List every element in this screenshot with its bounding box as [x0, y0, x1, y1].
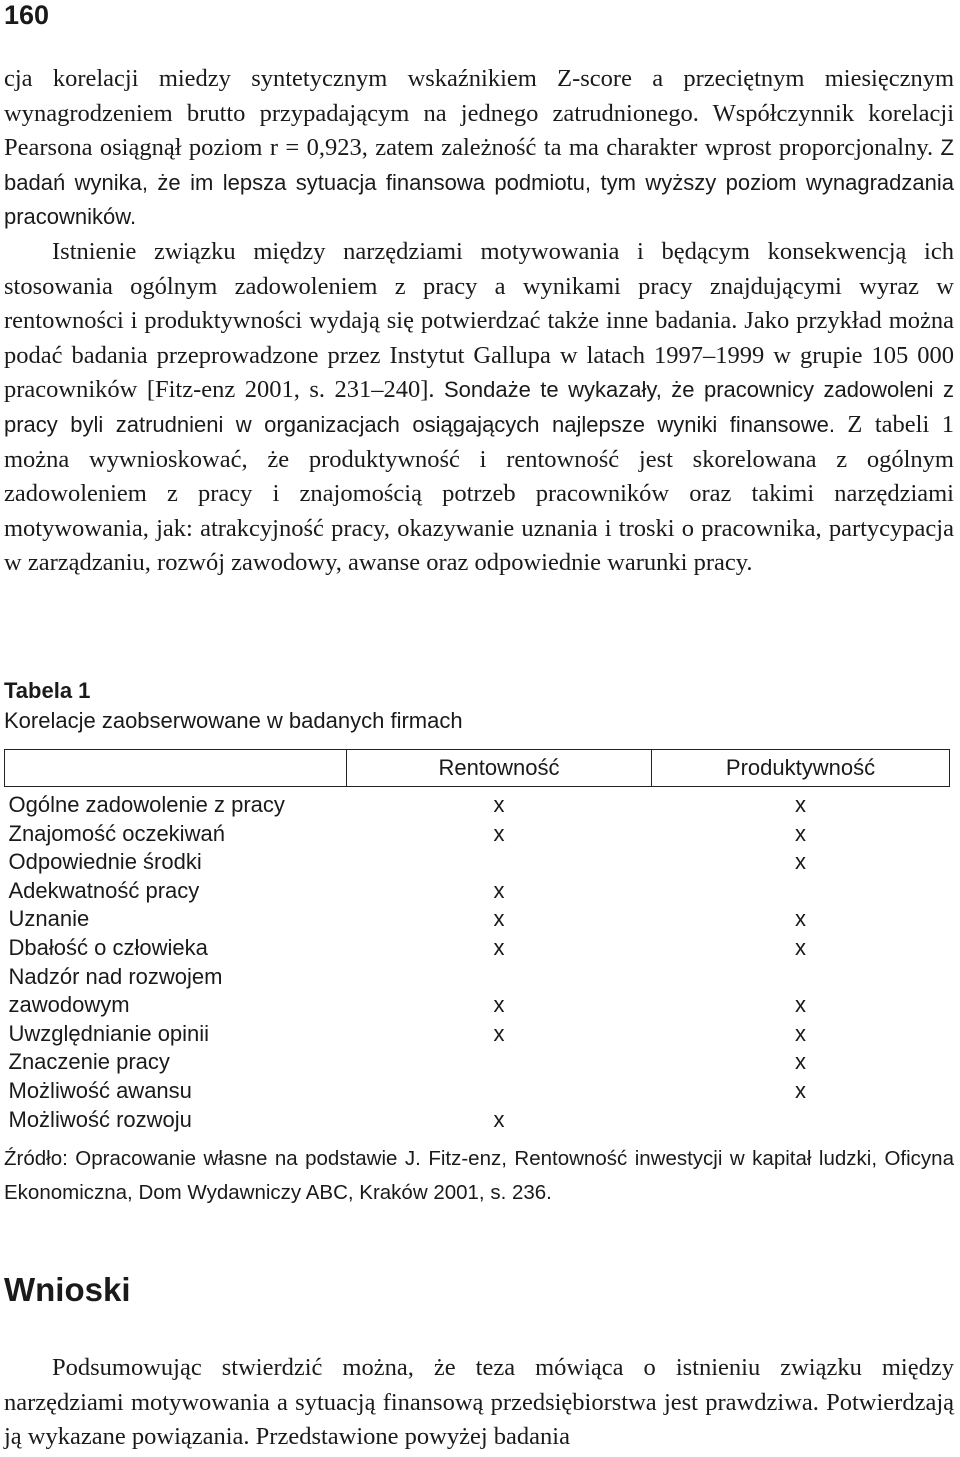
table-row	[5, 963, 950, 1020]
cell-produktywnosc: x	[795, 1020, 806, 1046]
table-row	[5, 1048, 950, 1077]
row-label: Znajomość oczekiwań	[8, 820, 225, 846]
cell-produktywnosc: x	[795, 906, 806, 932]
cell-rentownosc: x	[493, 792, 505, 817]
cell-rentownosc	[347, 1048, 652, 1077]
table-row	[5, 1077, 950, 1106]
conclusion-text	[4, 1351, 954, 1455]
cell-rentownosc: x	[493, 992, 505, 1018]
table-caption	[4, 676, 954, 736]
table-row	[5, 1106, 950, 1135]
cell-produktywnosc: x	[795, 1049, 806, 1075]
row-label: Znaczenie pracy	[8, 1049, 170, 1075]
body-text	[4, 62, 954, 581]
correlation-table	[4, 749, 950, 1134]
table-header-row	[5, 750, 950, 787]
row-label: Nadzór nad rozwojem zawodowym	[8, 963, 223, 1018]
page-number: 160	[4, 0, 50, 30]
paragraph-1-sans: Z badań wynika, że im lepsza sytuacja finansowa podmiotu, tym wyższy poziom wynagradzania pracowników.	[4, 135, 954, 230]
table-label: Tabela 1	[4, 678, 91, 703]
cell-produktywnosc	[652, 877, 950, 906]
row-label: Możliwość rozwoju	[8, 1106, 192, 1132]
paragraph-1-serif: cja korelacji miedzy syntetycznym wskaźnikiem Z-score a przeciętnym miesięcznym wynagrodzeniem brutto przypadającym na jednego zatrudnionego. Współczynnik korelacji Pearsona osiągnął poziom r = 0,923, zatem zależność ta ma charakter wprost proporcjonalny.	[4, 65, 954, 162]
row-label: Ogólne zadowolenie z pracy	[8, 792, 285, 817]
paragraph-2-serif-b: Z tabeli 1 można wywnioskować, że produktywność i rentowność jest skorelowana z ogólnym zadowoleniem z pracy i znajomością potrzeb pracowników oraz takimi narzędziami motywowania, jak: atrakcyjność pracy, okazywanie uznania i troski o pracownika, partycypacja w zarządzaniu, rozwój zawodowy, awanse oraz odpowiednie warunki pracy.	[4, 410, 954, 577]
cell-produktywnosc	[652, 1106, 950, 1135]
cell-rentownosc: x	[493, 906, 505, 932]
table-row	[5, 934, 950, 963]
table-row	[5, 877, 950, 906]
table-header-rentownosc: Rentowność	[347, 750, 652, 787]
table-title: Korelacje zaobserwowane w badanych firmach	[4, 708, 463, 733]
paragraph-2-serif: Istnienie związku między narzędziami motywowania i będącym konsekwencją ich stosowania ogólnym zadowoleniem z pracy a wynikami pracy znajdującymi wyraz w rentowności i produktywności wydają się potwierdzać także inne badania. Jako przykład można podać badania przeprowadzone przez Instytut Gallupa w latach 1997–1999 w grupie 105 000 pracowników [Fitz-enz 2001, s. 231–240].	[4, 237, 954, 404]
table-row	[5, 820, 950, 849]
table-body	[5, 787, 950, 1135]
cell-rentownosc: x	[493, 820, 505, 846]
cell-rentownosc: x	[493, 1106, 505, 1132]
table-row	[5, 905, 950, 934]
paragraph-1	[4, 62, 954, 235]
row-label: Odpowiednie środki	[8, 849, 202, 875]
cell-produktywnosc: x	[795, 820, 806, 846]
cell-rentownosc: x	[493, 934, 505, 960]
conclusion-paragraph: Podsumowując stwierdzić można, że teza mówiąca o istnieniu związku między narzędziami motywowania a sytuacją finansową przedsiębiorstwa jest prawdziwa. Potwierdzają ją wykazane powiązania. Przedstawione powyżej badania	[4, 1354, 954, 1451]
cell-rentownosc	[347, 1077, 652, 1106]
table-row	[5, 787, 950, 820]
cell-produktywnosc: x	[795, 1077, 806, 1103]
cell-produktywnosc: x	[795, 849, 806, 875]
paragraph-2	[4, 235, 954, 581]
table-row	[5, 848, 950, 877]
cell-produktywnosc: x	[795, 934, 806, 960]
row-label: Dbałość o człowieka	[8, 934, 208, 960]
table-source: Źródło: Opracowanie własne na podstawie J. Fitz-enz, Rentowność inwestycji w kapitał ludzki, Oficyna Ekonomiczna, Dom Wydawniczy ABC, Kraków 2001, s. 236.	[4, 1147, 954, 1204]
cell-rentownosc	[347, 848, 652, 877]
row-label: Uwzględnianie opinii	[8, 1020, 210, 1046]
cell-produktywnosc: x	[795, 792, 806, 817]
cell-rentownosc: x	[493, 1020, 505, 1046]
row-label: Możliwość awansu	[8, 1077, 192, 1103]
table-header-blank	[5, 750, 347, 787]
cell-rentownosc: x	[493, 877, 505, 903]
paragraph-2-sans: Sondaże te wykazały, że pracownicy zadowoleni z pracy byli zatrudnieni w organizacjach osiągających najlepsze wyniki finansowe.	[4, 377, 954, 437]
row-label: Adekwatność pracy	[8, 877, 200, 903]
table-row	[5, 1020, 950, 1049]
row-label: Uznanie	[8, 906, 90, 932]
cell-produktywnosc: x	[795, 992, 806, 1018]
section-heading-wnioski: Wnioski	[4, 1271, 131, 1308]
table-header-produktywnosc: Produktywność	[652, 750, 950, 787]
